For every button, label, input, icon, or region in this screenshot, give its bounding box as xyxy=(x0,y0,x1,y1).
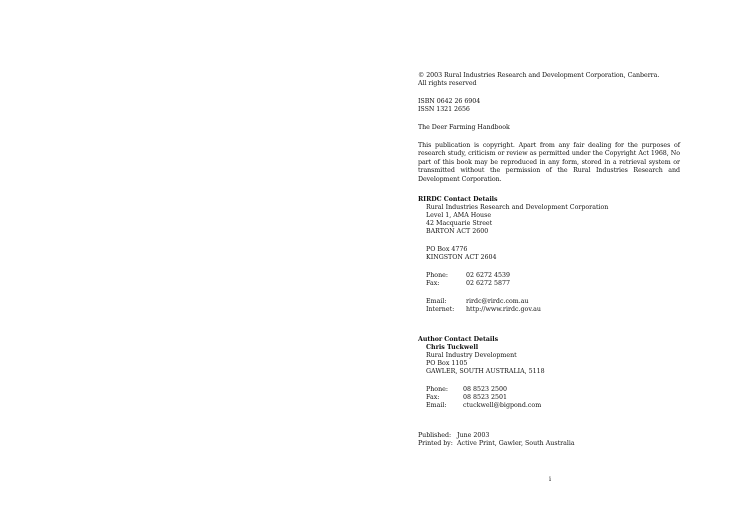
author-phone-label: Phone: xyxy=(426,386,448,393)
isbn: ISBN 0642 26 6904 xyxy=(418,98,481,105)
rirdc-postal-line: PO Box 4776 xyxy=(426,246,468,253)
published-label: Published: xyxy=(418,432,452,439)
author-fax-label: Fax: xyxy=(426,394,440,401)
page-number: i xyxy=(549,476,552,483)
rirdc-address-line: Level 1, AMA House xyxy=(426,212,492,219)
author-heading: Author Contact Details xyxy=(418,336,499,343)
rirdc-internet: http://www.rirdc.gov.au xyxy=(466,306,541,313)
printed-label: Printed by: xyxy=(418,440,453,447)
issn: ISSN 1321 2656 xyxy=(418,106,470,113)
author-name: Chris Tuckwell xyxy=(426,344,479,351)
author-address-line: PO Box 1105 xyxy=(426,360,468,367)
rirdc-fax-label: Fax: xyxy=(426,280,440,287)
author-email-label: Email: xyxy=(426,402,447,409)
copyright-line-2: All rights reserved xyxy=(418,80,477,87)
printed-by: Active Print, Gawler, South Australia xyxy=(457,440,575,447)
author-address-line: Rural Industry Development xyxy=(426,352,517,359)
author-email: ctuckwell@bigpond.com xyxy=(463,402,542,409)
rirdc-address-line: 42 Macquarie Street xyxy=(426,220,493,227)
rirdc-address-line: BARTON ACT 2600 xyxy=(426,228,489,235)
rirdc-heading: RIRDC Contact Details xyxy=(418,196,498,203)
author-fax: 08 8523 2501 xyxy=(463,394,508,401)
rirdc-email-label: Email: xyxy=(426,298,447,305)
copyright-line-1: © 2003 Rural Industries Research and Development Corporation, Canberra. xyxy=(418,72,660,79)
rirdc-postal-line: KINGSTON ACT 2604 xyxy=(426,254,497,261)
published-date: June 2003 xyxy=(457,432,490,439)
author-address-line: GAWLER, SOUTH AUSTRALIA, 5118 xyxy=(426,368,545,375)
book-title: The Deer Farming Handbook xyxy=(418,124,510,131)
rirdc-email: rirdc@rirdc.com.au xyxy=(466,298,529,305)
rirdc-fax: 02 6272 5877 xyxy=(466,280,511,287)
rirdc-phone-label: Phone: xyxy=(426,272,448,279)
rirdc-address-line: Rural Industries Research and Development Corporation xyxy=(426,204,609,211)
copyright-notice: This publication is copyright. Apart from any fair dealing for the purposes of research study, criticism or review as permitted under the Copyright Act 1968, No part of this book may be reproduced in any form, stored in a retrieval system or transmitted without the permission of the Rural Industries Research and Development Corporation. xyxy=(418,142,680,183)
author-phone: 08 8523 2500 xyxy=(463,386,508,393)
rirdc-phone: 02 6272 4539 xyxy=(466,272,511,279)
rirdc-internet-label: Internet: xyxy=(426,306,455,313)
